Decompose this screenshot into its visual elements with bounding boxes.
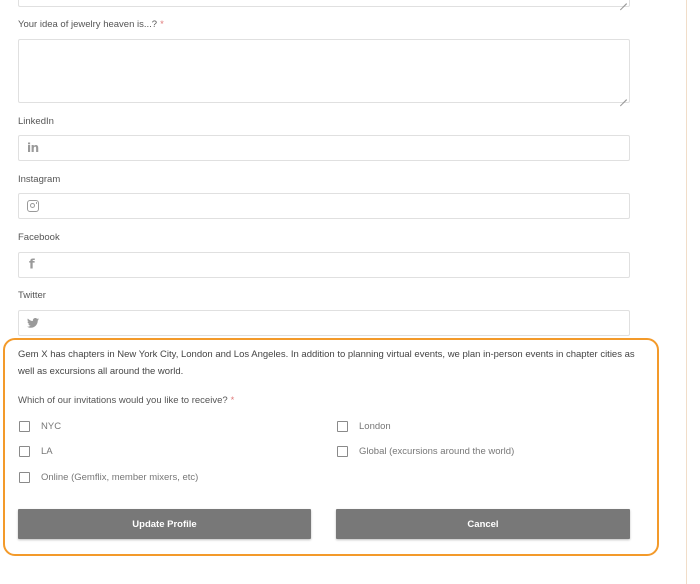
option-label: Global (excursions around the world) — [359, 446, 515, 457]
instagram-label: Instagram — [18, 174, 61, 185]
option-nyc[interactable] — [19, 421, 61, 432]
jewelry-heaven-textarea[interactable] — [18, 39, 630, 103]
la-checkbox[interactable] — [19, 446, 30, 457]
invitations-question-text: Which of our invitations would you like to receive? — [18, 395, 228, 406]
instagram-input[interactable] — [18, 193, 630, 219]
jewelry-heaven-label — [18, 19, 164, 30]
twitter-icon — [27, 315, 39, 331]
facebook-input[interactable] — [18, 252, 630, 278]
resize-handle-icon[interactable] — [620, 0, 627, 4]
linkedin-icon: in — [27, 141, 39, 155]
resize-handle-icon[interactable] — [620, 93, 627, 100]
option-label: Online (Gemflix, member mixers, etc) — [41, 472, 199, 483]
global-checkbox[interactable] — [337, 446, 348, 457]
option-london[interactable] — [337, 421, 391, 432]
option-online[interactable] — [19, 472, 198, 483]
invitations-question — [18, 395, 234, 406]
required-asterisk: * — [160, 19, 164, 30]
instagram-icon — [27, 200, 39, 212]
facebook-label: Facebook — [18, 232, 60, 243]
twitter-label: Twitter — [18, 290, 46, 301]
invitations-intro: Gem X has chapters in New York City, London and Los Angeles. In addition to planning virtual events, we plan in-person events in chapter cities as well as excursions all around the world. — [18, 349, 635, 377]
cancel-button[interactable]: Cancel — [336, 509, 630, 539]
page-edge-divider — [686, 0, 687, 584]
facebook-icon: f — [29, 257, 35, 273]
linkedin-label: LinkedIn — [18, 116, 54, 127]
previous-textarea[interactable] — [18, 0, 630, 7]
option-la[interactable] — [19, 446, 53, 457]
option-label: London — [359, 421, 391, 432]
option-label: NYC — [41, 421, 62, 432]
jewelry-heaven-label-text: Your idea of jewelry heaven is...? — [18, 19, 158, 30]
update-profile-button[interactable]: Update Profile — [18, 509, 311, 539]
online-checkbox[interactable] — [19, 472, 30, 483]
option-global[interactable] — [337, 446, 514, 457]
option-label: LA — [41, 446, 53, 457]
required-asterisk: * — [230, 395, 235, 406]
twitter-input[interactable] — [18, 310, 630, 336]
london-checkbox[interactable] — [337, 421, 348, 432]
nyc-checkbox[interactable] — [19, 421, 30, 432]
linkedin-input[interactable] — [18, 135, 630, 161]
